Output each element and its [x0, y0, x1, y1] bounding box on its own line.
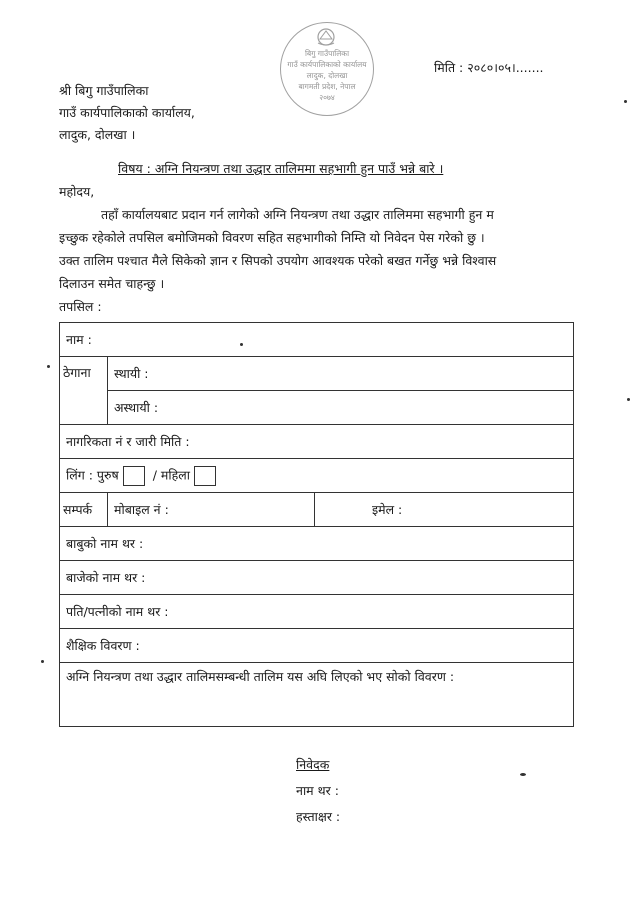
- grandfather-name-field[interactable]: [60, 561, 574, 595]
- male-checkbox[interactable]: [123, 466, 145, 486]
- address-label: ठेगाना: [63, 365, 91, 380]
- female-checkbox[interactable]: [194, 466, 216, 486]
- contact-row: [60, 493, 574, 527]
- previous-training-row: [60, 663, 574, 727]
- contact-divider: [314, 493, 315, 526]
- applicant-name-label: नाम थर :: [296, 783, 339, 798]
- scan-speck: [47, 365, 50, 368]
- education-label: शैक्षिक विवरण :: [66, 637, 140, 653]
- name-label: नाम :: [66, 331, 92, 347]
- grandfather-row: [60, 561, 574, 595]
- scan-speck: [624, 100, 627, 103]
- scan-speck: [520, 773, 526, 776]
- citizenship-row: [60, 425, 574, 459]
- gender-field: [60, 459, 574, 493]
- permanent-address-field[interactable]: [108, 357, 574, 391]
- temporary-address-label: अस्थायी :: [114, 399, 159, 415]
- stamp-line: बिगु गाउँपालिका: [304, 49, 350, 58]
- subject-line: विषय : अग्नि नियन्त्रण तथा उद्धार तालिममा सहभागी हुन पाउँ भन्ने बारे ।: [118, 161, 444, 176]
- gender-row: [60, 459, 574, 493]
- name-field[interactable]: [60, 323, 574, 357]
- previous-training-label: अग्नि नियन्त्रण तथा उद्धार तालिमसम्बन्धी तालिम यस अघि लिएको भए सोको विवरण :: [66, 669, 455, 684]
- stamp-line: बागमती प्रदेश, नेपाल: [298, 82, 356, 91]
- email-label: इमेल :: [372, 502, 403, 517]
- permanent-address-label: स्थायी :: [114, 365, 149, 381]
- father-name-label: बाबुको नाम थर :: [66, 535, 144, 551]
- date-line: मिति : २०८०।०५।.......: [434, 60, 544, 75]
- scan-speck: [41, 660, 44, 663]
- education-row: [60, 629, 574, 663]
- address-line: लादुक, दोलखा ।: [59, 127, 136, 142]
- body-line: तहाँ कार्यालयबाट प्रदान गर्न लागेको अग्नि नियन्त्रण तथा उद्धार तालिममा सहभागी हुन म: [101, 207, 494, 222]
- grandfather-name-label: बाजेको नाम थर :: [66, 569, 146, 585]
- emblem-icon: [315, 27, 337, 47]
- spouse-name-field[interactable]: [60, 595, 574, 629]
- citizenship-field[interactable]: [60, 425, 574, 459]
- mobile-label: मोबाइल नं :: [114, 501, 169, 517]
- female-label: / महिला: [152, 467, 190, 482]
- father-name-field[interactable]: [60, 527, 574, 561]
- spouse-name-label: पति/पत्नीको नाम थर :: [66, 603, 169, 619]
- spouse-row: [60, 595, 574, 629]
- tapasil-label: तपसिल :: [59, 299, 102, 314]
- applicant-heading: निवेदक: [296, 757, 330, 772]
- permanent-address-row: [60, 357, 574, 391]
- citizenship-label: नागरिकता नं र जारी मिति :: [66, 433, 190, 449]
- previous-training-field[interactable]: [60, 663, 574, 727]
- applicant-details-table: [59, 322, 574, 727]
- contact-label-cell: [60, 493, 108, 527]
- salutation: महोदय,: [59, 184, 95, 199]
- address-line: गाउँ कार्यपालिकाको कार्यालय,: [59, 105, 195, 120]
- scan-speck: [627, 398, 630, 401]
- signature-label: हस्ताक्षर :: [296, 809, 341, 824]
- father-row: [60, 527, 574, 561]
- stamp-line: २०७४: [319, 93, 335, 102]
- stamp-line: लादुक, दोलखा: [306, 71, 348, 80]
- name-row: [60, 323, 574, 357]
- temporary-address-row: [60, 391, 574, 425]
- address-label-cell: [60, 357, 108, 425]
- body-line: उक्त तालिम पश्चात मैले सिकेको ज्ञान र सिपको उपयोग आवश्यक परेको बखत गर्नेछु भन्ने विश्वास: [59, 253, 497, 268]
- office-stamp: [280, 22, 374, 116]
- body-line: इच्छुक रहेकोले तपसिल बमोजिमको विवरण सहित सहभागीको निम्ति यो निवेदन पेस गरेको छु ।: [59, 230, 485, 245]
- scan-speck: [240, 343, 243, 346]
- education-field[interactable]: [60, 629, 574, 663]
- temporary-address-field[interactable]: [108, 391, 574, 425]
- contact-fields: [108, 493, 574, 527]
- contact-label: सम्पर्क: [63, 501, 93, 517]
- address-line: श्री बिगु गाउँपालिका: [59, 83, 149, 98]
- body-line: दिलाउन समेत चाहन्छु ।: [59, 276, 165, 291]
- gender-label: लिंग : पुरुष: [66, 467, 119, 482]
- stamp-line: गाउँ कार्यपालिकाको कार्यालय: [287, 60, 367, 69]
